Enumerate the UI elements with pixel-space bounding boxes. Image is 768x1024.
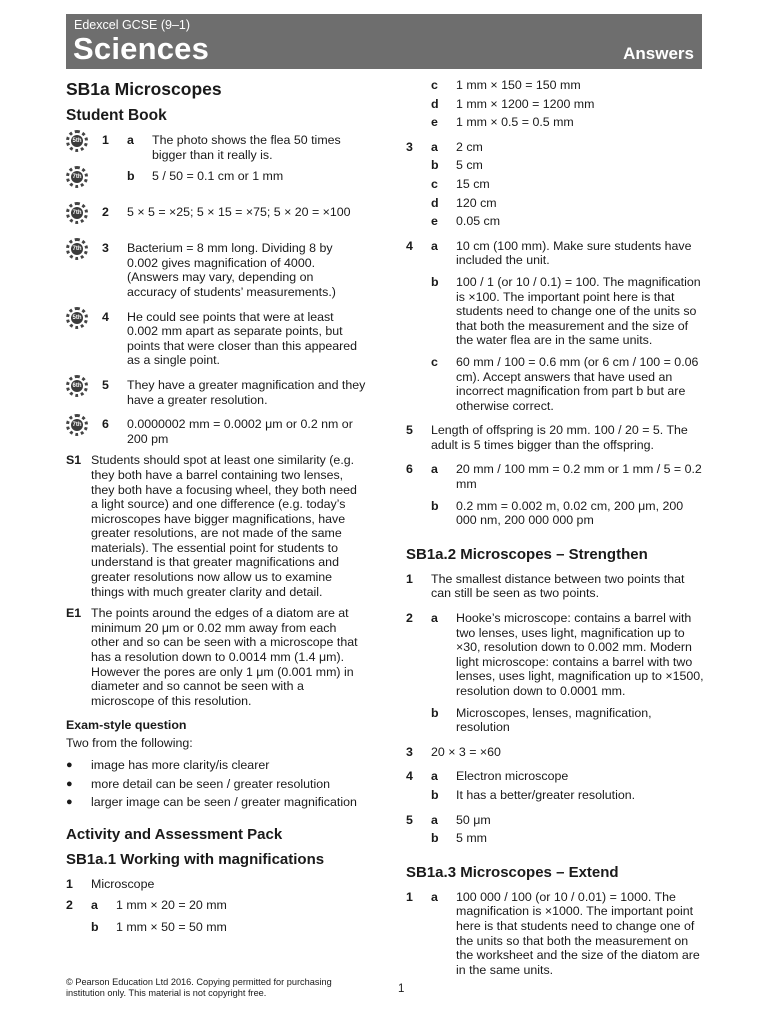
- answer-1a: 5th 1 a The photo shows the flea 50 times bigger than it really is.: [66, 133, 366, 162]
- bullet-icon: ●: [66, 777, 73, 790]
- right-column: [406, 78, 704, 977]
- page-number: 1: [398, 983, 405, 995]
- answer-2: 7th 2 5 × 5 = ×25; 5 × 15 = ×75; 5 × 20 = ×100: [66, 205, 366, 231]
- aap-heading: Activity and Assessment Pack: [66, 825, 283, 843]
- answer-w2b: b 1 mm × 50 = 50 mm: [91, 919, 227, 934]
- answer-1b: 7th b 5 / 50 = 0.1 cm or 1 mm: [66, 169, 366, 195]
- extend-1a: 1 a 100 000 / 100 (or 10 / 0.01) = 1000. The magnification is ×1000. The important point here is that students need to change one of the units so that both the measurement on the worksheet and the size of the diatom are in the same units.: [406, 889, 700, 977]
- strengthen-5a: 5 a 50 μm: [406, 812, 491, 827]
- answer-5: 6th 5 They have a greater magnification and they have a greater resolution.: [66, 378, 366, 407]
- grade-badge-icon: 7th: [66, 414, 88, 436]
- answer-2e: e 1 mm × 0.5 = 0.5 mm: [431, 115, 574, 130]
- header-kicker: Edexcel GCSE (9–1): [74, 18, 191, 32]
- strengthen-1: 1 The smallest distance between two points that can still be seen as two points.: [406, 571, 685, 601]
- header-title: Sciences: [73, 31, 210, 66]
- grade-badge-icon: 6th: [66, 375, 88, 397]
- exam-question-heading: Exam-style question: [66, 718, 187, 733]
- answer-6b: b 0.2 mm = 0.002 m, 0.02 cm, 200 μm, 200 000 nm, 200 000 000 pm: [431, 498, 684, 528]
- list-item: ● image has more clarity/is clearer: [66, 758, 270, 772]
- grade-badge-icon: 7th: [66, 202, 88, 224]
- answer-3: 7th 3 Bacterium = 8 mm long. Dividing 8 by 0.002 gives magnification of 4000. (Answers may vary, depending on accuracy of students’ measurements.): [66, 241, 366, 299]
- answer-2d: d 1 mm × 1200 = 1200 mm: [431, 96, 595, 111]
- exam-intro: Two from the following:: [66, 736, 193, 751]
- answer-4a: 4 a 10 cm (100 mm). Make sure students have included the unit.: [406, 238, 692, 268]
- header-answers-label: Answers: [623, 44, 694, 63]
- strengthen-5b: b 5 mm: [431, 831, 487, 846]
- answer-3c: c 15 cm: [431, 176, 490, 191]
- copyright-footer: © Pearson Education Ltd 2016. Copying permitted for purchasing institution only. This material is not copyright free.: [66, 977, 332, 998]
- grade-badge-icon: 5th: [66, 307, 88, 329]
- answer-w2a: 2 a 1 mm × 20 = 20 mm: [66, 898, 227, 913]
- bullet-icon: ●: [66, 759, 73, 771]
- answer-4b: b 100 / 1 (or 10 / 0.1) = 100. The magnification is ×100. The important point here is that students need to change one of the units so that both the measurement and the size of the water flea are in the same units.: [431, 274, 701, 348]
- grade-badge-icon: 5th: [66, 130, 88, 152]
- strengthen-3: 3 20 × 3 = ×60: [406, 744, 501, 759]
- answer-w1: 1 Microscope: [66, 876, 155, 891]
- answer-4: 5th 4 He could see points that were at least 0.002 mm apart as separate points, but points that were closer than this appeared as a single point.: [66, 310, 366, 368]
- answer-3d: d 120 cm: [431, 195, 497, 210]
- strengthen-2a: 2 a Hooke’s microscope: contains a barrel with two lenses, uses light, magnification up to ×30, resolution down to 0.002 mm. Modern light microscope: contains a barrel with two lenses, uses light, magnification up to ×1500, resolution down to 0.0001 mm.: [406, 611, 704, 698]
- grade-badge-icon: 7th: [66, 166, 88, 188]
- left-column: [66, 77, 366, 935]
- answer-4c: c 60 mm / 100 = 0.6 mm (or 6 cm / 100 = 0.06 cm). Accept answers that have used an incorrect magnification from part b but are otherwise correct.: [431, 354, 699, 413]
- strengthen-heading: SB1a.2 Microscopes – Strengthen: [406, 545, 648, 563]
- bullet-icon: ●: [66, 796, 73, 809]
- grade-badge-icon: 7th: [66, 238, 88, 260]
- answer-e1: E1 The points around the edges of a diatom are at minimum 20 μm or 0.02 mm away from each other and so can be seen with a microscope that has a resolution down to 0.0014 mm (1.4 μm). However the pores are only 1 μm (0.001 mm) in diameter and so cannot be seen with a microscope of this resolution.: [66, 606, 358, 708]
- strengthen-4b: b It has a better/greater resolution.: [431, 787, 636, 802]
- answer-3a: 3 a 2 cm: [406, 139, 483, 154]
- list-item: ● more detail can be seen / greater resolution: [66, 776, 331, 791]
- answer-s1: S1 Students should spot at least one similarity (e.g. they both have a barrel containing two lenses, they both have a focusing wheel, they both need a light source) and one difference (e.g. today’s microscopes have bigger magnifications, have greater resolutions, are not made of the same materials). The essential point for students to understand is that greater magnifications and greater resolutions now allow us to examine things with much greater clarity and detail.: [66, 453, 357, 599]
- answer-2c: c 1 mm × 150 = 150 mm: [431, 78, 581, 92]
- strengthen-2b: b Microscopes, lenses, magnification, resolution: [431, 705, 652, 735]
- page-title: SB1a Microscopes: [66, 79, 222, 99]
- answer-6: 7th 6 0.0000002 mm = 0.0002 μm or 0.2 nm or 200 pm: [66, 417, 366, 446]
- student-book-heading: Student Book: [66, 107, 167, 124]
- answer-3e: e 0.05 cm: [431, 214, 501, 229]
- header-banner: [66, 14, 702, 69]
- list-item: ● larger image can be seen / greater magnification: [66, 795, 357, 810]
- answer-3b: b 5 cm: [431, 158, 483, 173]
- extend-heading: SB1a.3 Microscopes – Extend: [406, 863, 619, 881]
- answer-6a: 6 a 20 mm / 100 mm = 0.2 mm or 1 mm / 5 = 0.2 mm: [406, 462, 702, 492]
- strengthen-4a: 4 a Electron microscope: [406, 769, 569, 784]
- answer-5: 5 Length of offspring is 20 mm. 100 / 20 = 5. The adult is 5 times bigger than the offspring.: [406, 423, 688, 452]
- working-magnifications-heading: SB1a.1 Working with magnifications: [66, 850, 325, 868]
